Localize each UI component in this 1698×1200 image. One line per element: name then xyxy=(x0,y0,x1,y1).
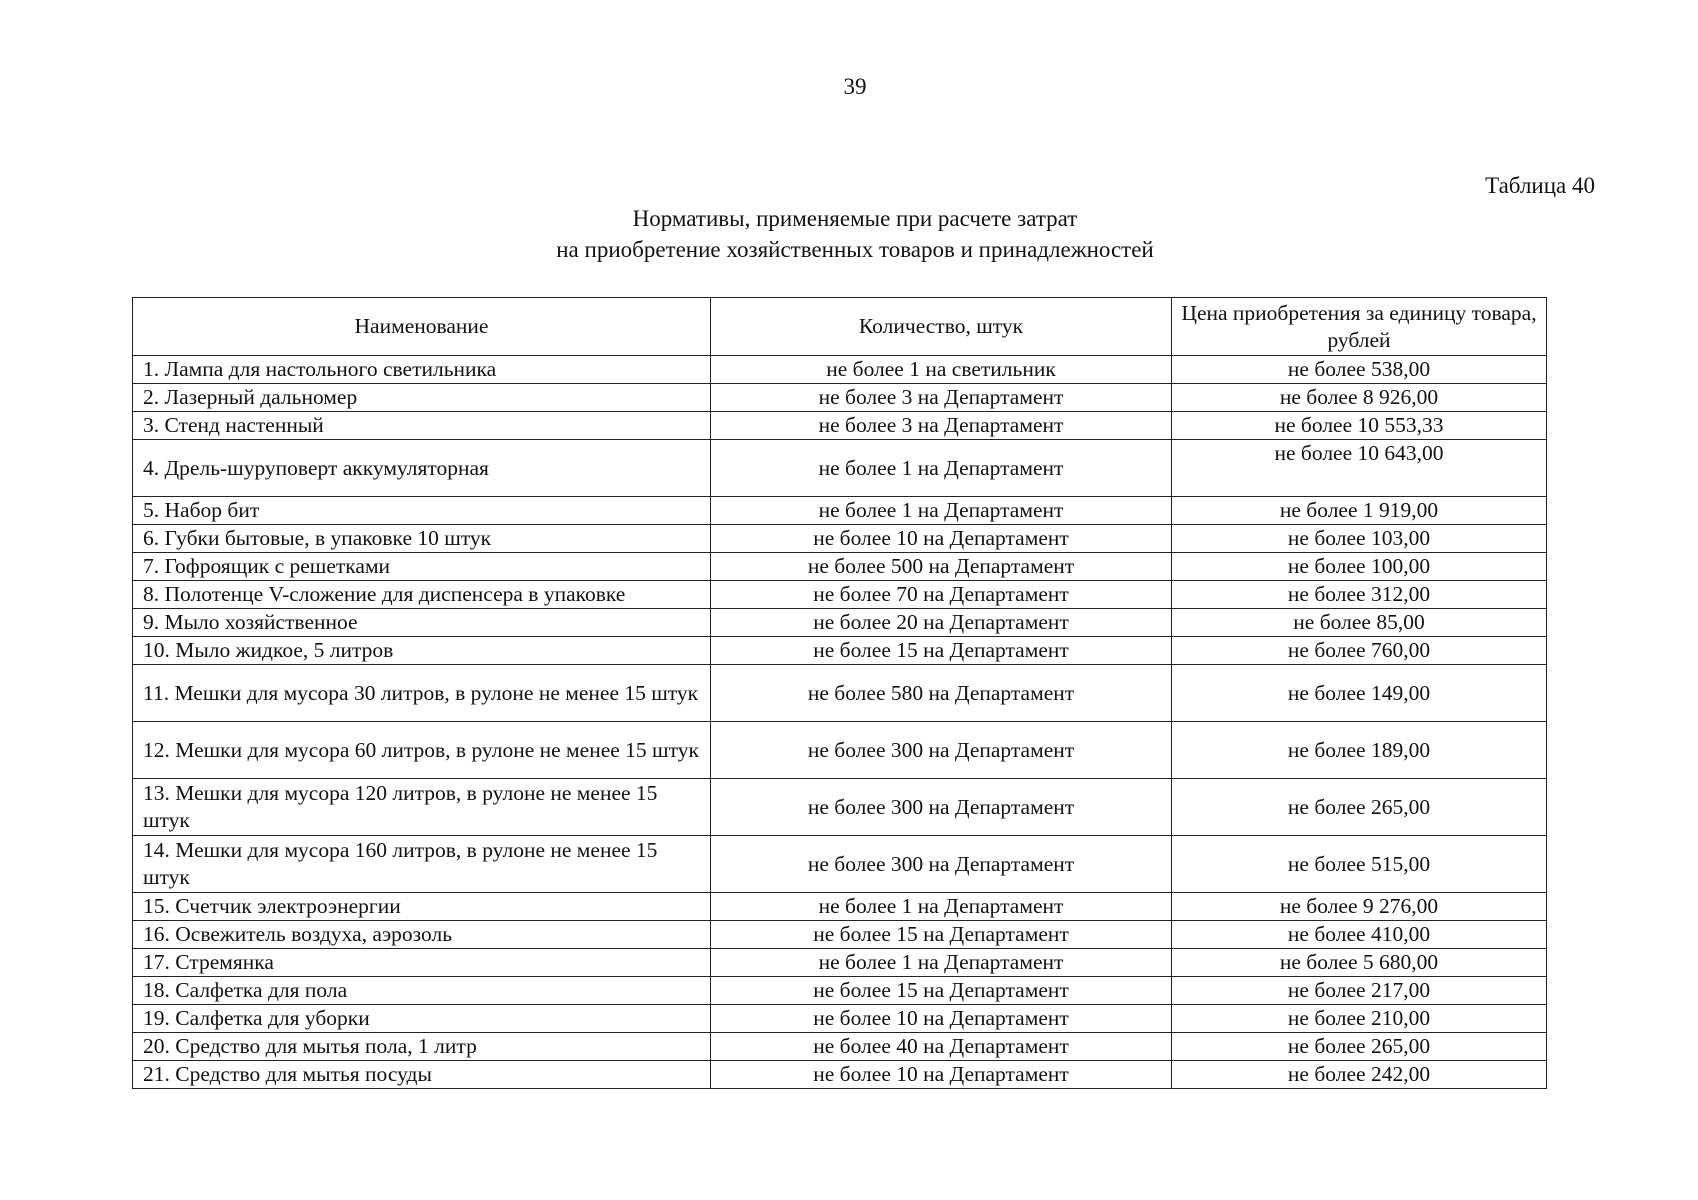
row-name: 15. Счетчик электроэнергии xyxy=(133,893,711,921)
row-quantity: не более 10 на Департамент xyxy=(711,1061,1172,1089)
row-price: не более 149,00 xyxy=(1172,665,1547,722)
row-name: 11. Мешки для мусора 30 литров, в рулоне не менее 15 штук xyxy=(133,665,711,722)
table-row xyxy=(133,637,1547,665)
row-name: 4. Дрель-шуруповерт аккумуляторная xyxy=(133,440,711,497)
table-row xyxy=(133,581,1547,609)
row-quantity: не более 70 на Департамент xyxy=(711,581,1172,609)
row-quantity: не более 15 на Департамент xyxy=(711,637,1172,665)
row-name: 3. Стенд настенный xyxy=(133,412,711,440)
row-price: не более 410,00 xyxy=(1172,921,1547,949)
row-quantity: не более 300 на Департамент xyxy=(711,722,1172,779)
row-quantity: не более 3 на Департамент xyxy=(711,412,1172,440)
row-price: не более 312,00 xyxy=(1172,581,1547,609)
row-quantity: не более 1 на Департамент xyxy=(711,949,1172,977)
header-name: Наименование xyxy=(133,298,711,356)
row-price: не более 538,00 xyxy=(1172,356,1547,384)
row-quantity: не более 300 на Департамент xyxy=(711,836,1172,893)
table-row xyxy=(133,1005,1547,1033)
row-price: не более 242,00 xyxy=(1172,1061,1547,1089)
row-name: 16. Освежитель воздуха, аэрозоль xyxy=(133,921,711,949)
row-quantity: не более 20 на Департамент xyxy=(711,609,1172,637)
row-quantity: не более 1 на светильник xyxy=(711,356,1172,384)
table-row xyxy=(133,1033,1547,1061)
row-quantity: не более 3 на Департамент xyxy=(711,384,1172,412)
row-price: не более 265,00 xyxy=(1172,1033,1547,1061)
row-quantity: не более 1 на Департамент xyxy=(711,497,1172,525)
row-name: 9. Мыло хозяйственное xyxy=(133,609,711,637)
table-row xyxy=(133,384,1547,412)
row-name: 13. Мешки для мусора 120 литров, в рулоне не менее 15 штук xyxy=(133,779,711,836)
row-price: не более 189,00 xyxy=(1172,722,1547,779)
table-title-line-2: на приобретение хозяйственных товаров и принадлежностей xyxy=(556,237,1154,262)
row-price: не более 85,00 xyxy=(1172,609,1547,637)
table-row xyxy=(133,412,1547,440)
row-name: 5. Набор бит xyxy=(133,497,711,525)
table-title xyxy=(0,203,1698,265)
row-name: 14. Мешки для мусора 160 литров, в рулоне не менее 15 штук xyxy=(133,836,711,893)
header-quantity: Количество, штук xyxy=(711,298,1172,356)
table-row xyxy=(133,497,1547,525)
row-quantity: не более 500 на Департамент xyxy=(711,553,1172,581)
table-row xyxy=(133,1061,1547,1089)
row-quantity: не более 15 на Департамент xyxy=(711,977,1172,1005)
table-row xyxy=(133,893,1547,921)
table-label: Таблица 40 xyxy=(1485,173,1595,198)
table-title-line-1: Нормативы, применяемые при расчете затрат xyxy=(632,206,1078,231)
row-price: не более 100,00 xyxy=(1172,553,1547,581)
row-name: 19. Салфетка для уборки xyxy=(133,1005,711,1033)
row-price: не более 10 643,00 xyxy=(1172,440,1547,497)
row-quantity: не более 10 на Департамент xyxy=(711,1005,1172,1033)
norms-table xyxy=(132,297,1547,1089)
table-row xyxy=(133,921,1547,949)
row-price: не более 10 553,33 xyxy=(1172,412,1547,440)
table-row xyxy=(133,977,1547,1005)
table-row xyxy=(133,949,1547,977)
header-price: Цена приобретения за единицу товара, рублей xyxy=(1172,298,1547,356)
table-row xyxy=(133,356,1547,384)
row-name: 1. Лампа для настольного светильника xyxy=(133,356,711,384)
row-name: 7. Гофроящик с решетками xyxy=(133,553,711,581)
table-row xyxy=(133,553,1547,581)
table-row xyxy=(133,722,1547,779)
row-name: 20. Средство для мытья пола, 1 литр xyxy=(133,1033,711,1061)
row-quantity: не более 300 на Департамент xyxy=(711,779,1172,836)
row-quantity: не более 10 на Департамент xyxy=(711,525,1172,553)
table-row xyxy=(133,440,1547,497)
row-name: 12. Мешки для мусора 60 литров, в рулоне не менее 15 штук xyxy=(133,722,711,779)
row-price: не более 5 680,00 xyxy=(1172,949,1547,977)
row-quantity: не более 1 на Департамент xyxy=(711,893,1172,921)
row-price: не более 8 926,00 xyxy=(1172,384,1547,412)
row-name: 6. Губки бытовые, в упаковке 10 штук xyxy=(133,525,711,553)
row-quantity: не более 580 на Департамент xyxy=(711,665,1172,722)
row-quantity: не более 40 на Департамент xyxy=(711,1033,1172,1061)
row-price: не более 265,00 xyxy=(1172,779,1547,836)
table-row xyxy=(133,525,1547,553)
table-header-row xyxy=(133,298,1547,356)
row-name: 8. Полотенце V-сложение для диспенсера в упаковке xyxy=(133,581,711,609)
row-price: не более 210,00 xyxy=(1172,1005,1547,1033)
row-name: 21. Средство для мытья посуды xyxy=(133,1061,711,1089)
table-row xyxy=(133,609,1547,637)
row-name: 2. Лазерный дальномер xyxy=(133,384,711,412)
row-quantity: не более 1 на Департамент xyxy=(711,440,1172,497)
row-price: не более 217,00 xyxy=(1172,977,1547,1005)
table-row xyxy=(133,836,1547,893)
row-name: 17. Стремянка xyxy=(133,949,711,977)
row-name: 18. Салфетка для пола xyxy=(133,977,711,1005)
row-quantity: не более 15 на Департамент xyxy=(711,921,1172,949)
row-price: не более 1 919,00 xyxy=(1172,497,1547,525)
row-price: не более 515,00 xyxy=(1172,836,1547,893)
row-price: не более 9 276,00 xyxy=(1172,893,1547,921)
table-row xyxy=(133,779,1547,836)
row-name: 10. Мыло жидкое, 5 литров xyxy=(133,637,711,665)
table-row xyxy=(133,665,1547,722)
page-number: 39 xyxy=(843,74,867,99)
row-price: не более 760,00 xyxy=(1172,637,1547,665)
row-price: не более 103,00 xyxy=(1172,525,1547,553)
